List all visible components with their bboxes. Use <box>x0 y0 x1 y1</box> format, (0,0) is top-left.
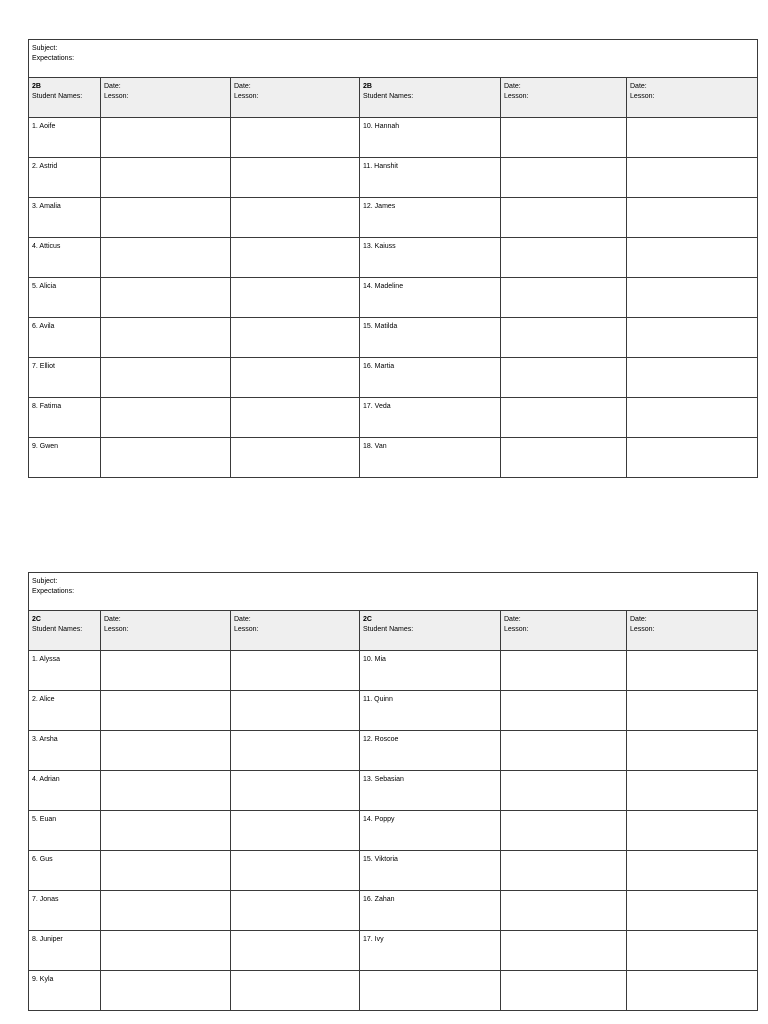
student-name-cell <box>360 318 501 358</box>
entry-cell[interactable] <box>101 198 231 238</box>
table-row <box>29 438 758 478</box>
subject-row <box>29 40 758 78</box>
date-label: Date: <box>504 616 521 623</box>
entry-cell[interactable] <box>101 158 231 198</box>
student-name-cell <box>360 731 501 771</box>
table-row <box>29 398 758 438</box>
student-name: 11. Quinn <box>363 696 393 703</box>
header-row <box>29 611 758 651</box>
entry-cell[interactable] <box>101 438 231 478</box>
lesson-label: Lesson: <box>630 93 655 100</box>
table-row <box>29 118 758 158</box>
entry-cell[interactable] <box>501 651 627 691</box>
student-name-cell <box>360 118 501 158</box>
entry-cell[interactable] <box>231 971 360 1011</box>
student-name: 9. Gwen <box>32 443 59 450</box>
table-row <box>29 651 758 691</box>
entry-cell[interactable] <box>501 691 627 731</box>
entry-cell[interactable] <box>501 158 627 198</box>
student-name-cell <box>29 811 101 851</box>
date-lesson-header[interactable] <box>231 78 360 118</box>
date-label: Date: <box>234 83 251 90</box>
entry-cell[interactable] <box>501 771 627 811</box>
student-name-cell <box>29 238 101 278</box>
entry-cell[interactable] <box>101 358 231 398</box>
lesson-label: Lesson: <box>104 626 129 633</box>
entry-cell[interactable] <box>101 771 231 811</box>
student-names-label: Student Names: <box>363 93 414 100</box>
student-name: 6. Gus <box>32 856 53 863</box>
lesson-label: Lesson: <box>504 93 529 100</box>
student-name: 11. Hanshit <box>363 163 398 170</box>
entry-cell[interactable] <box>231 158 360 198</box>
student-name: 16. Martia <box>363 363 395 370</box>
student-name-cell <box>29 851 101 891</box>
entry-cell[interactable] <box>101 278 231 318</box>
subject-cell[interactable] <box>29 573 758 611</box>
entry-cell[interactable] <box>501 811 627 851</box>
student-name: 17. Ivy <box>363 936 384 943</box>
entry-cell[interactable] <box>231 238 360 278</box>
attendance-sheet-2b <box>28 39 758 478</box>
table-row <box>29 811 758 851</box>
entry-cell[interactable] <box>627 851 758 891</box>
entry-cell[interactable] <box>101 398 231 438</box>
lesson-label: Lesson: <box>234 626 259 633</box>
entry-cell[interactable] <box>231 851 360 891</box>
entry-cell[interactable] <box>627 931 758 971</box>
subject-cell[interactable] <box>29 40 758 78</box>
class-code: 2B <box>32 83 41 90</box>
student-names-label: Student Names: <box>32 93 83 100</box>
entry-cell[interactable] <box>627 158 758 198</box>
entry-cell[interactable] <box>501 238 627 278</box>
student-name: 5. Alicia <box>32 283 57 290</box>
date-label: Date: <box>104 616 121 623</box>
entry-cell[interactable] <box>231 358 360 398</box>
entry-cell[interactable] <box>231 811 360 851</box>
entry-cell[interactable] <box>627 318 758 358</box>
student-name: 14. Madeline <box>363 283 404 290</box>
student-name-cell <box>360 891 501 931</box>
date-lesson-header[interactable] <box>627 78 758 118</box>
expectations-label: Expectations: <box>32 588 75 595</box>
table-row <box>29 358 758 398</box>
date-label: Date: <box>504 83 521 90</box>
student-name: 6. Avila <box>32 323 55 330</box>
entry-cell[interactable] <box>627 438 758 478</box>
entry-cell[interactable] <box>501 971 627 1011</box>
student-name-cell <box>360 851 501 891</box>
entry-cell[interactable] <box>101 931 231 971</box>
student-name: 15. Matilda <box>363 323 398 330</box>
entry-cell[interactable] <box>101 851 231 891</box>
entry-cell[interactable] <box>231 398 360 438</box>
student-name: 3. Amalia <box>32 203 61 210</box>
entry-cell[interactable] <box>501 891 627 931</box>
student-name-cell <box>29 691 101 731</box>
student-name-cell <box>29 198 101 238</box>
entry-cell[interactable] <box>101 318 231 358</box>
date-lesson-header[interactable] <box>501 78 627 118</box>
table-row <box>29 931 758 971</box>
student-name: 15. Viktoria <box>363 856 398 863</box>
student-name-cell <box>29 158 101 198</box>
table-row <box>29 278 758 318</box>
student-name-cell <box>29 438 101 478</box>
entry-cell[interactable] <box>231 278 360 318</box>
student-name-cell <box>29 931 101 971</box>
entry-cell[interactable] <box>101 891 231 931</box>
date-label: Date: <box>234 616 251 623</box>
student-name-cell <box>360 358 501 398</box>
student-name: 14. Poppy <box>363 816 395 823</box>
student-name: 1. Aoife <box>32 123 56 130</box>
student-name-cell <box>29 358 101 398</box>
student-names-label: Student Names: <box>363 626 414 633</box>
table-row <box>29 238 758 278</box>
entry-cell[interactable] <box>101 118 231 158</box>
entry-cell[interactable] <box>501 198 627 238</box>
student-names-header <box>29 78 101 118</box>
student-name-cell <box>360 651 501 691</box>
date-label: Date: <box>630 616 647 623</box>
class-code: 2C <box>363 616 372 623</box>
lesson-label: Lesson: <box>504 626 529 633</box>
entry-cell[interactable] <box>101 691 231 731</box>
student-name: 8. Juniper <box>32 936 63 943</box>
student-name: 12. James <box>363 203 396 210</box>
table-row <box>29 851 758 891</box>
student-names-header <box>29 611 101 651</box>
table-row <box>29 691 758 731</box>
student-name-cell <box>29 731 101 771</box>
student-name-cell <box>29 651 101 691</box>
entry-cell[interactable] <box>627 811 758 851</box>
student-name: 10. Hannah <box>363 123 400 130</box>
entry-cell[interactable] <box>627 358 758 398</box>
entry-cell[interactable] <box>627 398 758 438</box>
table-row <box>29 731 758 771</box>
header-row <box>29 78 758 118</box>
student-name: 2. Astrid <box>32 163 58 170</box>
student-name: 4. Adrian <box>32 776 60 783</box>
entry-cell[interactable] <box>231 691 360 731</box>
student-name: 7. Jonas <box>32 896 59 903</box>
table-row <box>29 318 758 358</box>
date-lesson-header[interactable] <box>501 611 627 651</box>
student-name-cell <box>29 398 101 438</box>
entry-cell[interactable] <box>627 198 758 238</box>
entry-cell[interactable] <box>501 318 627 358</box>
entry-cell[interactable] <box>231 651 360 691</box>
entry-cell[interactable] <box>231 118 360 158</box>
class-code: 2B <box>363 83 372 90</box>
student-name: 4. Atticus <box>32 243 61 250</box>
date-lesson-header[interactable] <box>231 611 360 651</box>
entry-cell[interactable] <box>231 771 360 811</box>
student-name-cell <box>29 118 101 158</box>
student-name-cell <box>29 971 101 1011</box>
table-row <box>29 891 758 931</box>
entry-cell[interactable] <box>501 278 627 318</box>
date-lesson-header[interactable] <box>101 78 231 118</box>
student-name-cell <box>360 811 501 851</box>
date-label: Date: <box>630 83 647 90</box>
entry-cell[interactable] <box>231 198 360 238</box>
lesson-label: Lesson: <box>234 93 259 100</box>
student-name-cell <box>360 931 501 971</box>
lesson-label: Lesson: <box>630 626 655 633</box>
table-row <box>29 198 758 238</box>
subject-row <box>29 573 758 611</box>
entry-cell[interactable] <box>501 851 627 891</box>
student-name: 2. Alice <box>32 696 55 703</box>
entry-cell[interactable] <box>501 931 627 971</box>
student-names-label: Student Names: <box>32 626 83 633</box>
date-lesson-header[interactable] <box>627 611 758 651</box>
lesson-label: Lesson: <box>104 93 129 100</box>
table-row <box>29 771 758 811</box>
entry-cell[interactable] <box>231 731 360 771</box>
entry-cell[interactable] <box>501 118 627 158</box>
entry-cell[interactable] <box>627 238 758 278</box>
student-name-cell <box>360 971 501 1011</box>
entry-cell[interactable] <box>501 438 627 478</box>
student-name-cell <box>360 158 501 198</box>
subject-label: Subject: <box>32 578 58 585</box>
student-name: 9. Kyla <box>32 976 54 983</box>
table-row <box>29 971 758 1011</box>
student-names-header <box>360 611 501 651</box>
entry-cell[interactable] <box>627 891 758 931</box>
student-name: 10. Mia <box>363 656 386 663</box>
student-name-cell <box>360 198 501 238</box>
entry-cell[interactable] <box>627 731 758 771</box>
student-name-cell <box>29 771 101 811</box>
entry-cell[interactable] <box>627 971 758 1011</box>
student-name: 13. Kaiuss <box>363 243 396 250</box>
student-name-cell <box>360 238 501 278</box>
student-name: 13. Sebasian <box>363 776 404 783</box>
entry-cell[interactable] <box>101 238 231 278</box>
entry-cell[interactable] <box>231 318 360 358</box>
table-row <box>29 158 758 198</box>
student-name: 3. Arsha <box>32 736 58 743</box>
expectations-label: Expectations: <box>32 55 75 62</box>
student-name: 7. Elliot <box>32 363 55 370</box>
student-name: 1. Alyssa <box>32 656 61 663</box>
entry-cell[interactable] <box>231 438 360 478</box>
entry-cell[interactable] <box>501 358 627 398</box>
student-name: 17. Veda <box>363 403 391 410</box>
attendance-sheet-2c <box>28 572 758 1011</box>
entry-cell[interactable] <box>627 651 758 691</box>
student-name: 18. Van <box>363 443 387 450</box>
student-name-cell <box>29 278 101 318</box>
entry-cell[interactable] <box>627 691 758 731</box>
student-name-cell <box>360 278 501 318</box>
student-name: 12. Roscoe <box>363 736 399 743</box>
entry-cell[interactable] <box>101 971 231 1011</box>
entry-cell[interactable] <box>101 811 231 851</box>
student-name-cell <box>360 438 501 478</box>
date-label: Date: <box>104 83 121 90</box>
entry-cell[interactable] <box>627 278 758 318</box>
entry-cell[interactable] <box>231 931 360 971</box>
entry-cell[interactable] <box>101 731 231 771</box>
student-name: 8. Fatima <box>32 403 62 410</box>
student-name-cell <box>29 318 101 358</box>
class-code: 2C <box>32 616 41 623</box>
subject-label: Subject: <box>32 45 58 52</box>
student-name-cell <box>360 771 501 811</box>
date-lesson-header[interactable] <box>101 611 231 651</box>
entry-cell[interactable] <box>501 398 627 438</box>
student-name-cell <box>29 891 101 931</box>
entry-cell[interactable] <box>231 891 360 931</box>
student-names-header <box>360 78 501 118</box>
entry-cell[interactable] <box>627 771 758 811</box>
entry-cell[interactable] <box>101 651 231 691</box>
student-name: 16. Zahan <box>363 896 395 903</box>
student-name-cell <box>360 691 501 731</box>
student-name-cell <box>360 398 501 438</box>
student-name: 5. Euan <box>32 816 57 823</box>
entry-cell[interactable] <box>627 118 758 158</box>
entry-cell[interactable] <box>501 731 627 771</box>
